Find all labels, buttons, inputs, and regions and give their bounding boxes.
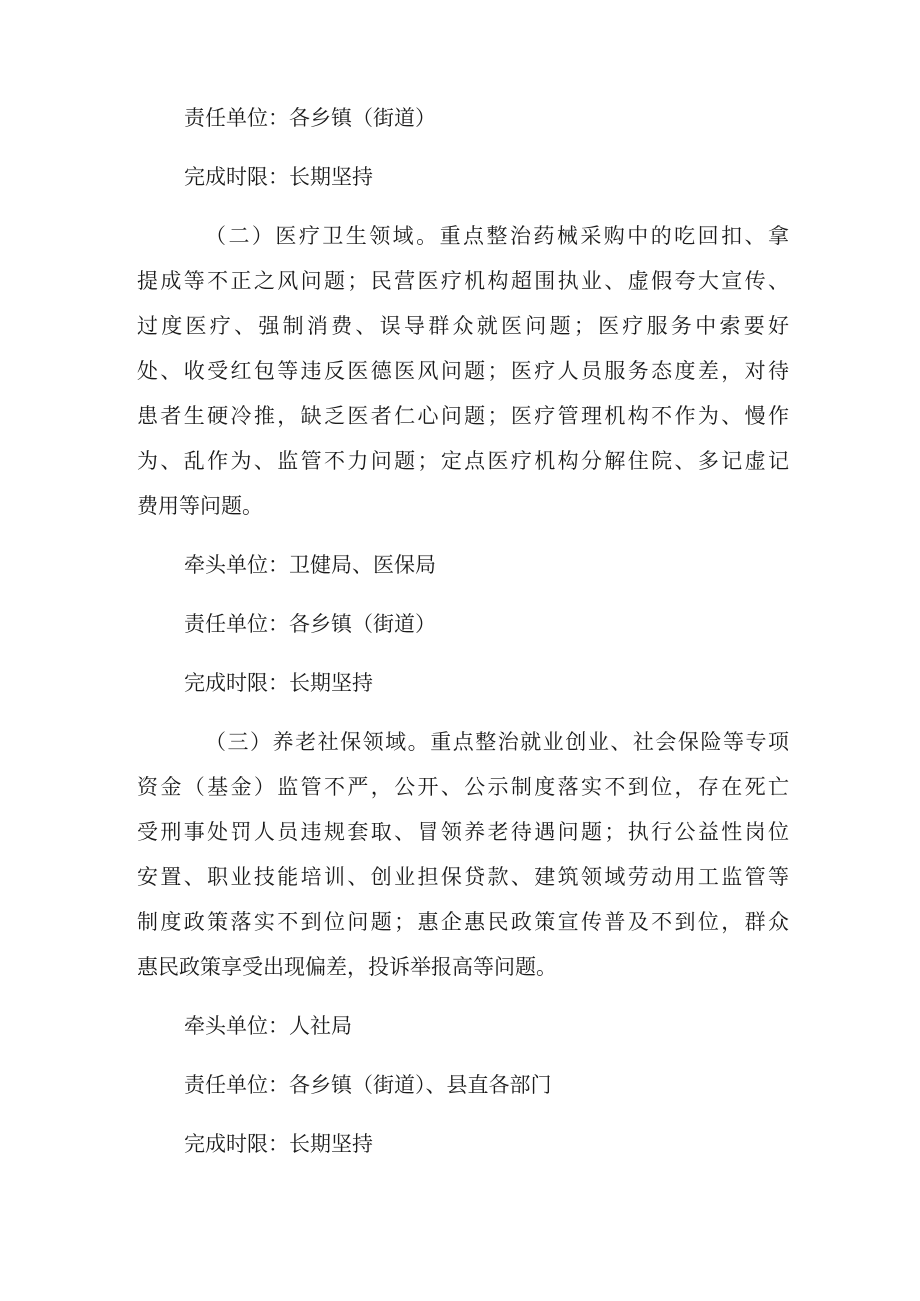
paragraph-line: 处、收受红包等违反医德医风问题；医疗人员服务态度差，对待 — [137, 359, 789, 383]
paragraph-line: 费用等问题。 — [137, 494, 263, 518]
deadline: 完成时限：长期坚持 — [184, 165, 373, 189]
paragraph-line: （三）养老社保领域。重点整治就业创业、社会保险等专项 — [205, 730, 789, 754]
lead-unit: 牵头单位：卫健局、医保局 — [184, 553, 436, 577]
deadline: 完成时限：长期坚持 — [184, 671, 373, 695]
paragraph-line: 提成等不正之风问题；民营医疗机构超围执业、虚假夸大宣传、 — [137, 269, 789, 293]
responsible-unit: 责任单位：各乡镇（街道） — [184, 106, 436, 130]
responsible-unit: 责任单位：各乡镇（街道） — [184, 612, 436, 636]
paragraph-line: （二）医疗卫生领域。重点整治药械采购中的吃回扣、拿 — [205, 224, 789, 248]
paragraph-line: 患者生硬冷推，缺乏医者仁心问题；医疗管理机构不作为、慢作 — [137, 404, 789, 428]
paragraph-line: 资金（基金）监管不严，公开、公示制度落实不到位，存在死亡 — [137, 775, 789, 799]
paragraph-line: 受刑事处罚人员违规套取、冒领养老待遇问题；执行公益性岗位 — [137, 820, 789, 844]
paragraph-line: 惠民政策享受出现偏差，投诉举报高等问题。 — [137, 955, 557, 979]
section-pension — [137, 720, 789, 990]
responsible-unit: 责任单位：各乡镇（街道）、县直各部门 — [184, 1073, 552, 1097]
paragraph-line: 安置、职业技能培训、创业担保贷款、建筑领域劳动用工监管等 — [137, 865, 789, 889]
paragraph-line: 为、乱作为、监管不力问题；定点医疗机构分解住院、多记虚记 — [137, 449, 789, 473]
paragraph-line: 过度医疗、强制消费、误导群众就医问题；医疗服务中索要好 — [137, 314, 789, 338]
document-page — [137, 96, 789, 1167]
paragraph-line: 制度政策落实不到位问题；惠企惠民政策宣传普及不到位，群众 — [137, 910, 789, 934]
lead-unit: 牵头单位：人社局 — [184, 1014, 352, 1038]
deadline: 完成时限：长期坚持 — [184, 1132, 373, 1156]
section-medical — [137, 214, 789, 529]
